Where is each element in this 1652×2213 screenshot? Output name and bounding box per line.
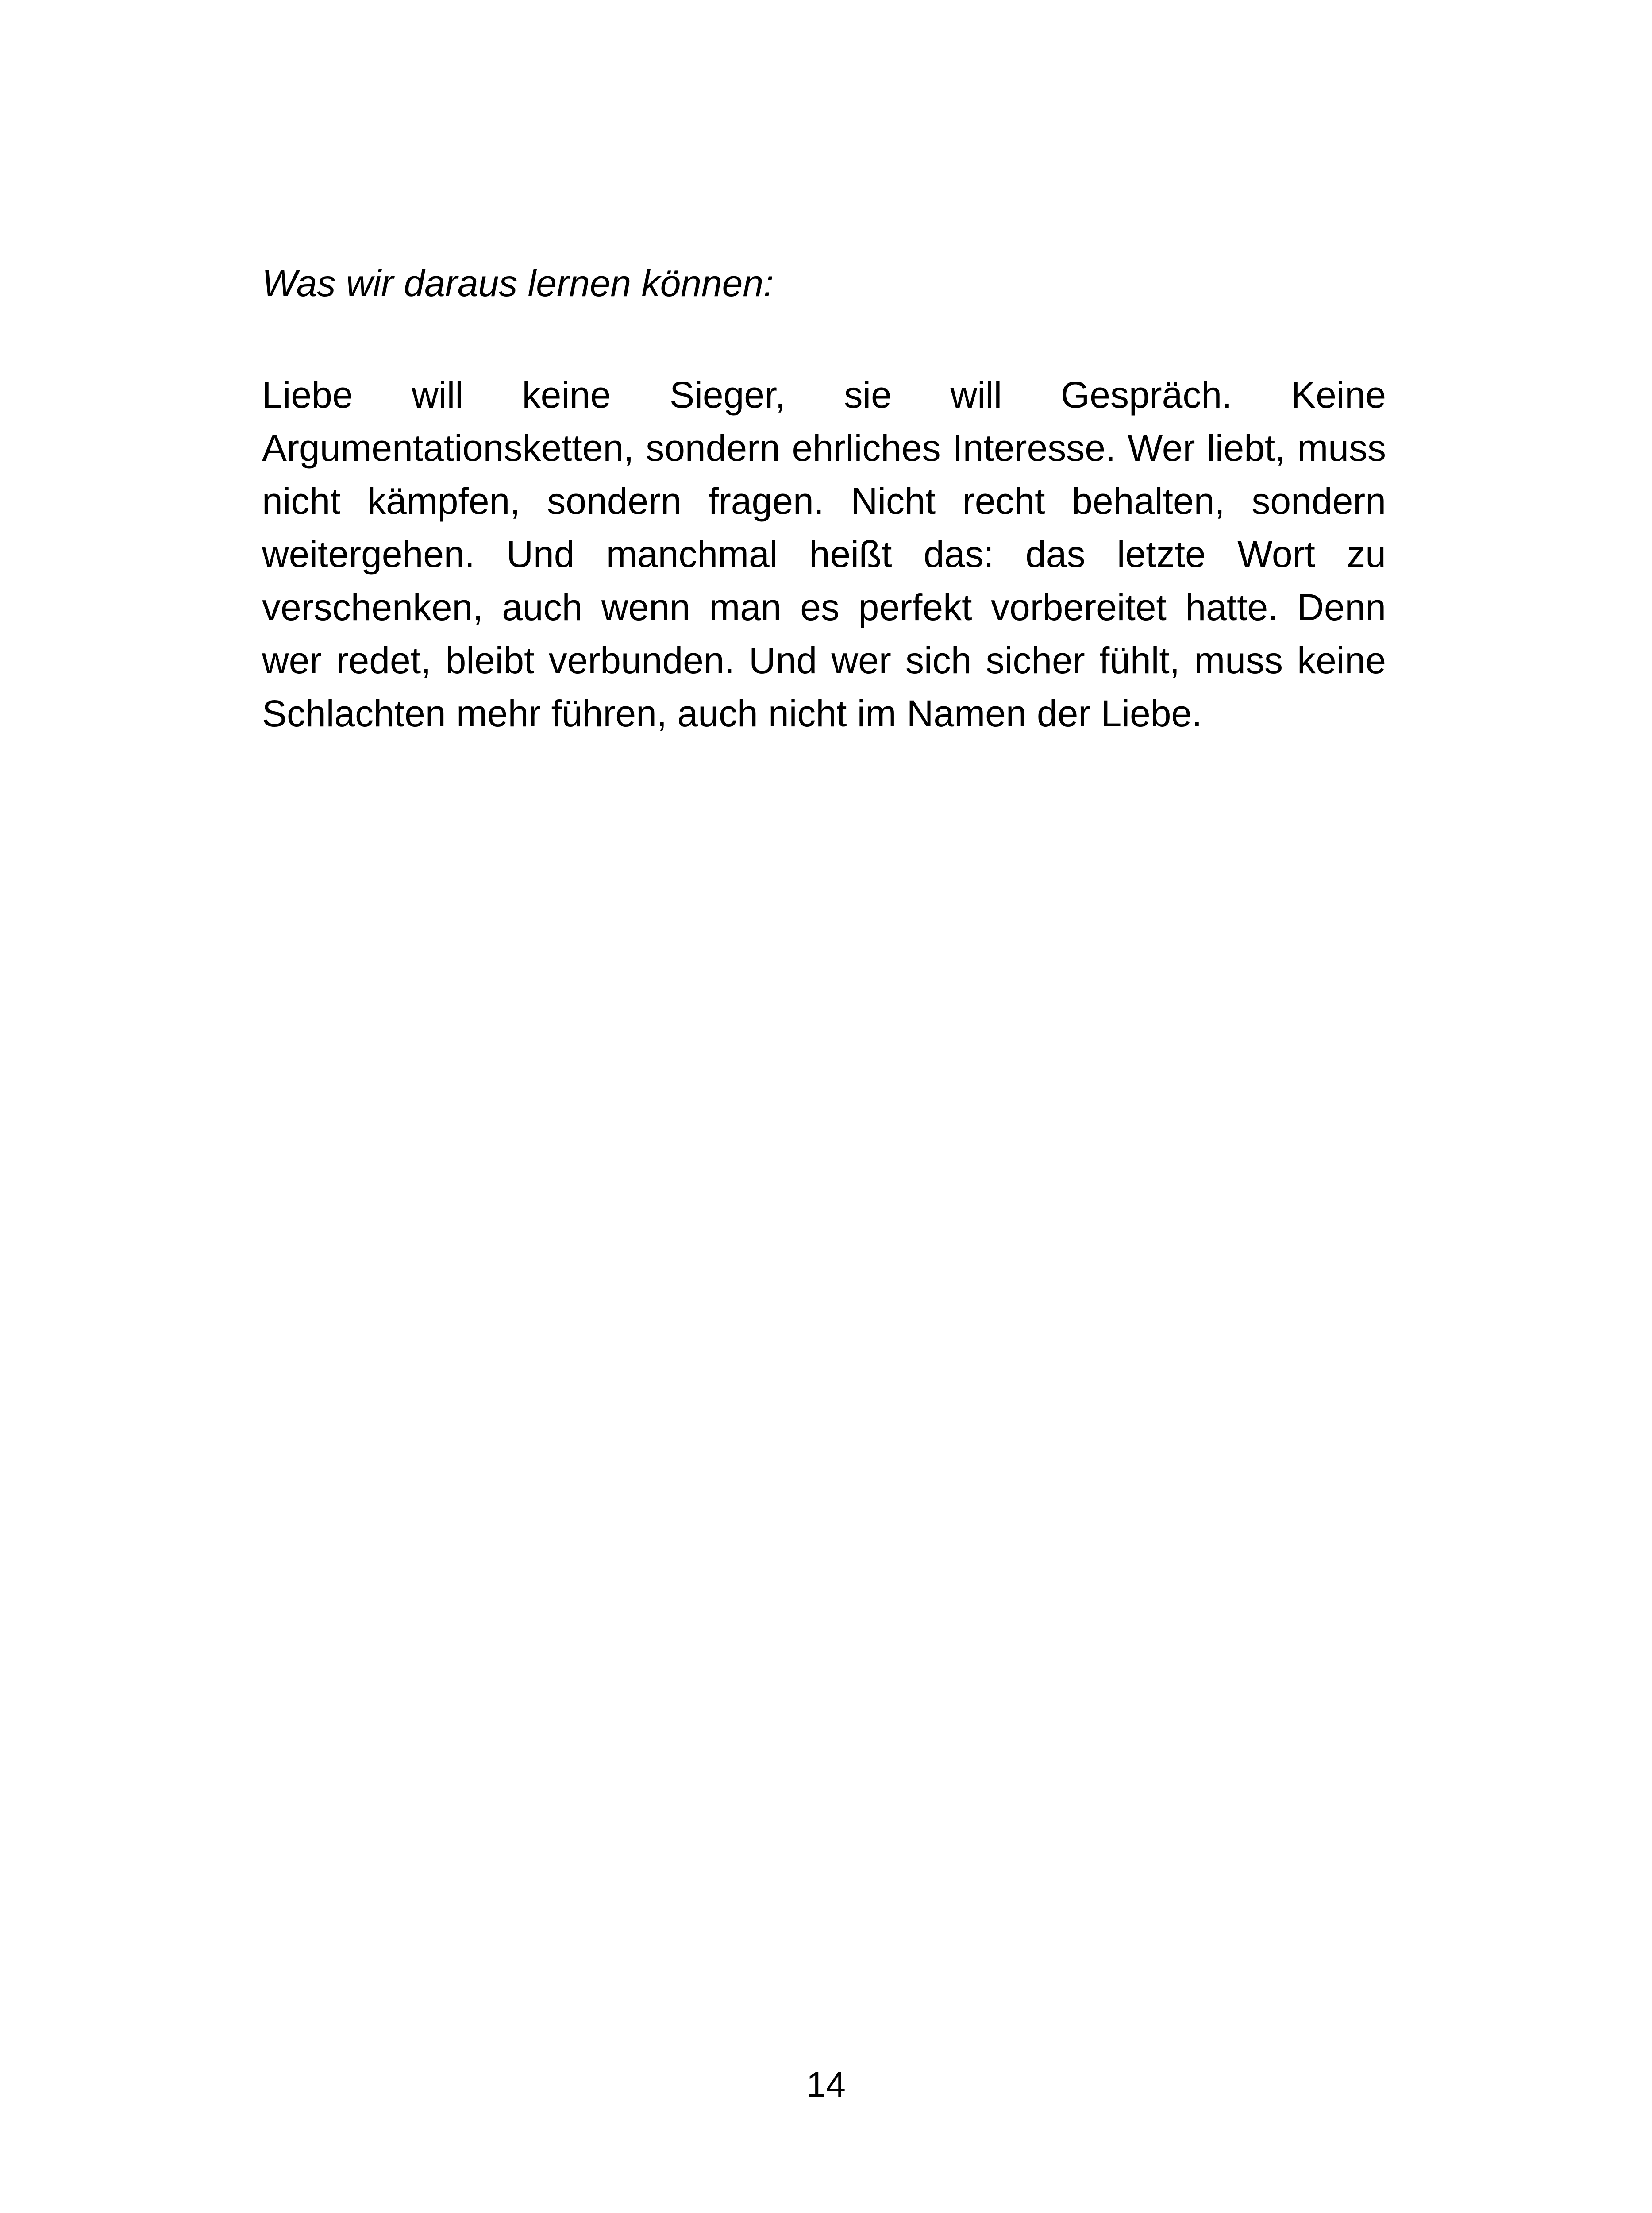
section-heading: Was wir daraus lernen können:	[262, 262, 774, 304]
page-number: 14	[806, 2065, 846, 2104]
body-paragraph: Liebe will keine Sieger, sie will Gespräch. Keine Argumentationsketten, sondern ehrliches Interesse. Wer liebt, muss nicht kämpfen, sondern fragen. Nicht recht behalten, sondern weitergehen. Und manchmal heißt das: das letzte Wort zu verschenken, auch wenn man es perfekt vorbereitet hatte. Denn wer redet, bleibt verbunden. Und wer sich sicher fühlt, muss keine Schlachten mehr führen, auch nicht im Namen der Liebe.	[262, 374, 1386, 734]
